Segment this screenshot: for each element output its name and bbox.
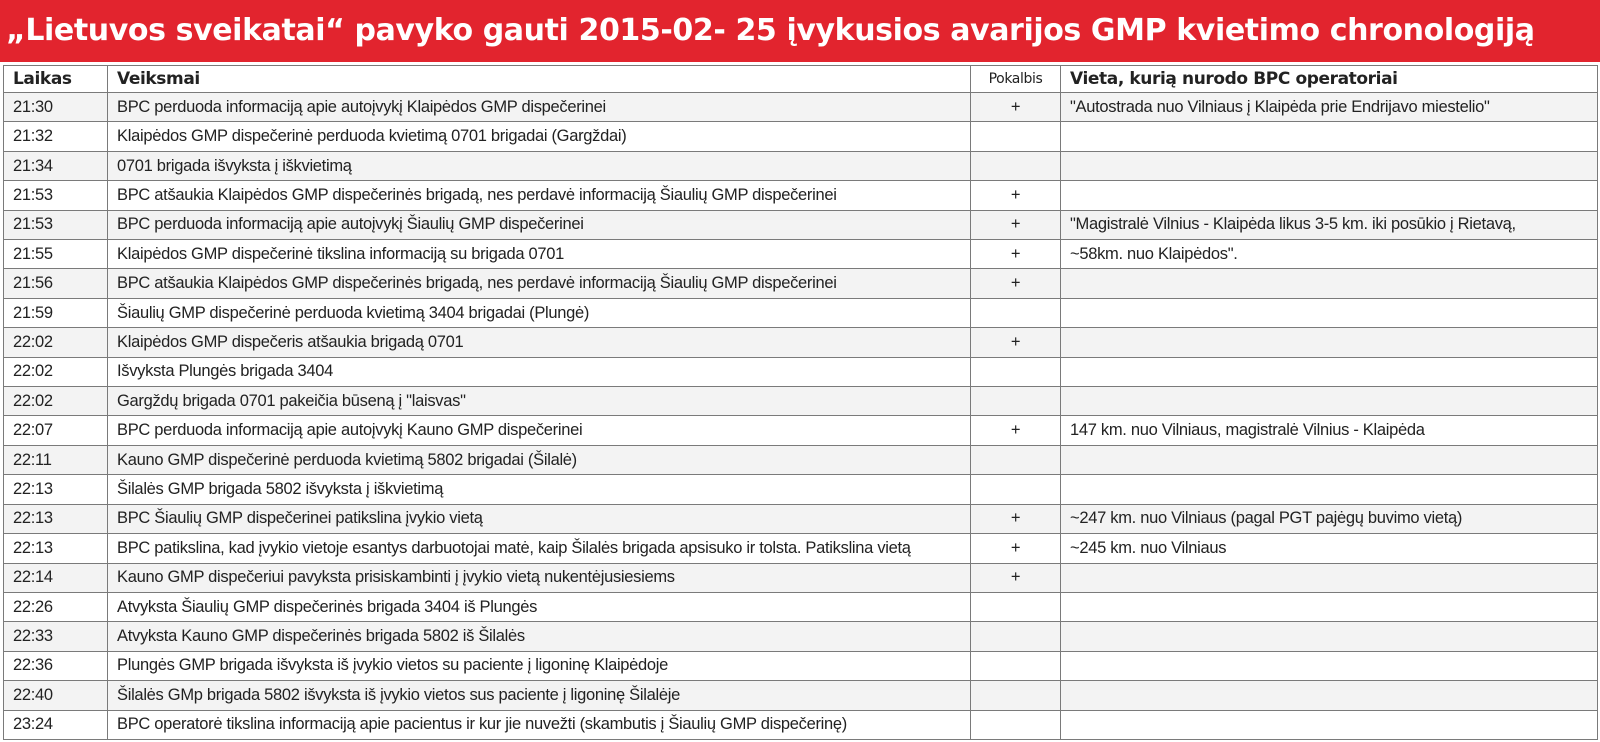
- cell-call: +: [971, 504, 1061, 533]
- cell-time: 22:02: [4, 328, 108, 357]
- cell-call: [971, 122, 1061, 151]
- table-row: [4, 681, 1598, 710]
- cell-action: Gargždų brigada 0701 pakeičia būseną į "laisvas": [108, 387, 971, 416]
- table-row: [4, 534, 1598, 563]
- cell-place: [1061, 269, 1598, 298]
- cell-action: BPC perduoda informaciją apie autoįvykį Šiaulių GMP dispečerinei: [108, 210, 971, 239]
- cell-call: +: [971, 534, 1061, 563]
- header-row: [4, 66, 1598, 93]
- table-row: [4, 504, 1598, 533]
- table-row: [4, 210, 1598, 239]
- table-row: [4, 181, 1598, 210]
- cell-place: [1061, 181, 1598, 210]
- cell-call: +: [971, 269, 1061, 298]
- cell-action: Šilalės GMp brigada 5802 išvyksta iš įvykio vietos sus paciente į ligoninę Šilalėje: [108, 681, 971, 710]
- cell-place: "Autostrada nuo Vilniaus į Klaipėda prie Endrijavo miestelio": [1061, 93, 1598, 122]
- cell-time: 21:32: [4, 122, 108, 151]
- cell-time: 22:07: [4, 416, 108, 445]
- cell-action: Išvyksta Plungės brigada 3404: [108, 357, 971, 386]
- table-row: [4, 269, 1598, 298]
- header-time: Laikas: [4, 66, 108, 93]
- cell-time: 22:13: [4, 475, 108, 504]
- cell-time: 23:24: [4, 710, 108, 739]
- cell-place: 147 km. nuo Vilniaus, magistralė Vilnius - Klaipėda: [1061, 416, 1598, 445]
- cell-time: 22:11: [4, 445, 108, 474]
- cell-call: [971, 151, 1061, 180]
- cell-action: BPC patikslina, kad įvykio vietoje esantys darbuotojai matė, kaip Šilalės brigada apsisuko ir tolsta. Patikslina vietą: [108, 534, 971, 563]
- cell-place: [1061, 328, 1598, 357]
- title-banner: [0, 0, 1600, 62]
- cell-action: 0701 brigada išvyksta į iškvietimą: [108, 151, 971, 180]
- table-row: [4, 563, 1598, 592]
- cell-time: 22:40: [4, 681, 108, 710]
- table-header: [4, 66, 1598, 93]
- cell-place: [1061, 681, 1598, 710]
- cell-call: +: [971, 93, 1061, 122]
- cell-place: ~247 km. nuo Vilniaus (pagal PGT pajėgų buvimo vietą): [1061, 504, 1598, 533]
- table-body: [4, 93, 1598, 740]
- cell-call: [971, 622, 1061, 651]
- cell-place: [1061, 622, 1598, 651]
- cell-call: [971, 710, 1061, 739]
- cell-call: [971, 387, 1061, 416]
- cell-time: 22:02: [4, 357, 108, 386]
- cell-call: +: [971, 416, 1061, 445]
- cell-place: [1061, 298, 1598, 327]
- table-row: [4, 298, 1598, 327]
- table-row: [4, 651, 1598, 680]
- table-row: [4, 328, 1598, 357]
- cell-place: [1061, 445, 1598, 474]
- cell-action: Atvyksta Šiaulių GMP dispečerinės brigada 3404 iš Plungės: [108, 592, 971, 621]
- cell-time: 22:36: [4, 651, 108, 680]
- cell-place: ~245 km. nuo Vilniaus: [1061, 534, 1598, 563]
- cell-action: BPC atšaukia Klaipėdos GMP dispečerinės brigadą, nes perdavė informaciją Šiaulių GMP dispečerinei: [108, 181, 971, 210]
- cell-action: BPC atšaukia Klaipėdos GMP dispečerinės brigadą, nes perdavė informaciją Šiaulių GMP dispečerinei: [108, 269, 971, 298]
- cell-call: +: [971, 328, 1061, 357]
- cell-time: 21:30: [4, 93, 108, 122]
- cell-call: [971, 681, 1061, 710]
- cell-place: [1061, 151, 1598, 180]
- table-row: [4, 357, 1598, 386]
- cell-time: 21:59: [4, 298, 108, 327]
- header-action: Veiksmai: [108, 66, 971, 93]
- table-row: [4, 710, 1598, 739]
- cell-action: Atvyksta Kauno GMP dispečerinės brigada 5802 iš Šilalės: [108, 622, 971, 651]
- cell-action: BPC operatorė tikslina informaciją apie pacientus ir kur jie nuvežti (skambutis į Šiaulių GMP dispečerinę): [108, 710, 971, 739]
- cell-call: +: [971, 181, 1061, 210]
- cell-place: [1061, 122, 1598, 151]
- cell-time: 22:14: [4, 563, 108, 592]
- table-row: [4, 475, 1598, 504]
- cell-call: [971, 357, 1061, 386]
- header-place: Vieta, kurią nurodo BPC operatoriai: [1061, 66, 1598, 93]
- cell-place: [1061, 563, 1598, 592]
- cell-call: +: [971, 240, 1061, 269]
- cell-time: 22:33: [4, 622, 108, 651]
- cell-place: ~58km. nuo Klaipėdos".: [1061, 240, 1598, 269]
- table-row: [4, 592, 1598, 621]
- chronology-table: [3, 65, 1598, 740]
- table-row: [4, 240, 1598, 269]
- cell-action: Kauno GMP dispečerinė perduoda kvietimą 5802 brigadai (Šilalė): [108, 445, 971, 474]
- cell-time: 21:53: [4, 210, 108, 239]
- cell-call: [971, 445, 1061, 474]
- cell-action: Šilalės GMP brigada 5802 išvyksta į iškvietimą: [108, 475, 971, 504]
- cell-action: Klaipėdos GMP dispečeris atšaukia brigadą 0701: [108, 328, 971, 357]
- page-title: „Lietuvos sveikatai“ pavyko gauti 2015-02- 25 įvykusios avarijos GMP kvietimo chronologiją: [6, 13, 1535, 48]
- cell-action: BPC perduoda informaciją apie autoįvykį Kauno GMP dispečerinei: [108, 416, 971, 445]
- cell-place: [1061, 387, 1598, 416]
- cell-place: [1061, 651, 1598, 680]
- table-row: [4, 151, 1598, 180]
- cell-time: 21:53: [4, 181, 108, 210]
- cell-time: 22:02: [4, 387, 108, 416]
- cell-call: +: [971, 563, 1061, 592]
- cell-place: "Magistralė Vilnius - Klaipėda likus 3-5 km. iki posūkio į Rietavą,: [1061, 210, 1598, 239]
- cell-place: [1061, 357, 1598, 386]
- table-row: [4, 387, 1598, 416]
- cell-action: BPC perduoda informaciją apie autoįvykį Klaipėdos GMP dispečerinei: [108, 93, 971, 122]
- cell-time: 22:26: [4, 592, 108, 621]
- cell-action: Klaipėdos GMP dispečerinė tikslina informaciją su brigada 0701: [108, 240, 971, 269]
- cell-call: [971, 475, 1061, 504]
- cell-action: Šiaulių GMP dispečerinė perduoda kvietimą 3404 brigadai (Plungė): [108, 298, 971, 327]
- cell-action: Plungės GMP brigada išvyksta iš įvykio vietos su paciente į ligoninę Klaipėdoje: [108, 651, 971, 680]
- cell-place: [1061, 592, 1598, 621]
- cell-call: [971, 592, 1061, 621]
- cell-action: Kauno GMP dispečeriui pavyksta prisiskambinti į įvykio vietą nukentėjusiesiems: [108, 563, 971, 592]
- table-row: [4, 93, 1598, 122]
- cell-time: 21:34: [4, 151, 108, 180]
- table-row: [4, 122, 1598, 151]
- cell-time: 22:13: [4, 504, 108, 533]
- cell-action: BPC Šiaulių GMP dispečerinei patikslina įvykio vietą: [108, 504, 971, 533]
- cell-time: 21:56: [4, 269, 108, 298]
- cell-action: Klaipėdos GMP dispečerinė perduoda kvietimą 0701 brigadai (Gargždai): [108, 122, 971, 151]
- cell-call: +: [971, 210, 1061, 239]
- cell-time: 21:55: [4, 240, 108, 269]
- cell-place: [1061, 475, 1598, 504]
- cell-call: [971, 651, 1061, 680]
- table-row: [4, 445, 1598, 474]
- cell-time: 22:13: [4, 534, 108, 563]
- header-call: Pokalbis: [971, 66, 1061, 93]
- cell-place: [1061, 710, 1598, 739]
- table-row: [4, 622, 1598, 651]
- table-row: [4, 416, 1598, 445]
- cell-call: [971, 298, 1061, 327]
